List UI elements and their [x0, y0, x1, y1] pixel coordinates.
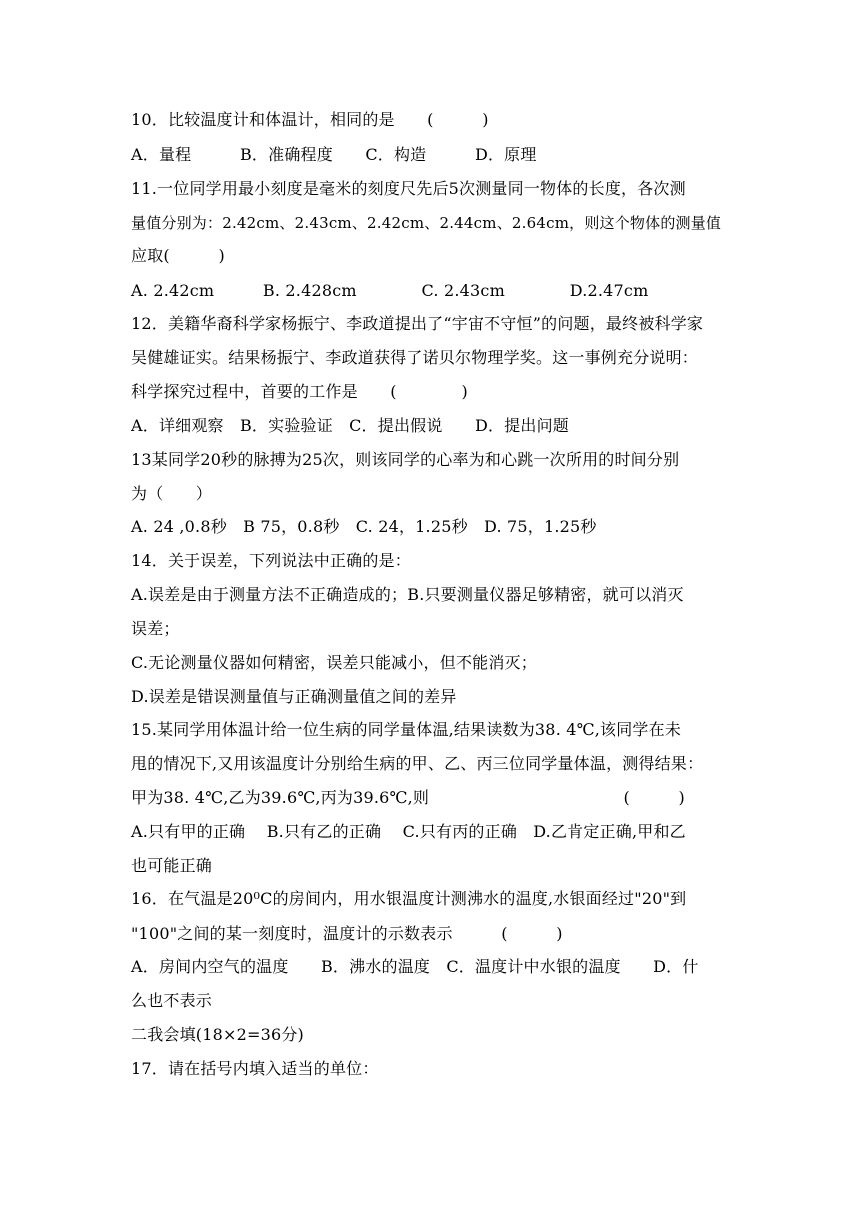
question-14-option-c: C.无论测量仪器如何精密，误差只能减小，但不能消灭；	[131, 653, 537, 672]
question-11-stem-line-1: 11.一位同学用最小刻度是毫米的刻度尺先后5次测量同一物体的长度，各次测	[131, 179, 686, 198]
question-13-stem-line-2: 为（ ）	[131, 484, 213, 503]
question-11-stem-line-3: 应取( )	[131, 246, 225, 265]
question-10-options: A．量程 B．准确程度 C．构造 D．原理	[131, 145, 537, 164]
question-16-options-cont: 么也不表示	[131, 991, 213, 1010]
question-15-stem-line-1: 15.某同学用体温计给一位生病的同学量体温,结果读数为38. 4℃,该同学在未	[131, 720, 682, 739]
question-12-stem-line-2: 吴健雄证实。结果杨振宁、李政道获得了诺贝尔物理学奖。这一事例充分说明：	[131, 348, 699, 367]
question-12-stem-line-1: 12．美籍华裔科学家杨振宁、李政道提出了“宇宙不守恒”的问题，最终被科学家	[131, 314, 704, 333]
question-17-stem: 17．请在括号内填入适当的单位：	[131, 1059, 379, 1078]
question-16-stem-line-2: "100"之间的某一刻度时，温度计的示数表示 ( )	[131, 924, 563, 943]
section-2-heading: 二我会填(18×2=36分)	[131, 1025, 304, 1044]
question-13-options: A. 24 ,0.8秒 B 75，0.8秒 C. 24，1.25秒 D. 75，1.25秒	[131, 517, 597, 536]
question-16-options: A．房间内空气的温度 B．沸水的温度 C．温度计中水银的温度 D．什	[131, 957, 699, 976]
question-12-stem-line-3: 科学探究过程中，首要的工作是 ( )	[131, 382, 468, 401]
question-13-stem-line-1: 13某同学20秒的脉搏为25次，则该同学的心率为和心跳一次所用的时间分别	[131, 450, 680, 469]
question-11-options: A. 2.42cm B. 2.428cm C. 2.43cm D.2.47cm	[131, 281, 649, 300]
question-15-options-cont: 也可能正确	[131, 856, 213, 875]
question-15-stem-line-3: 甲为38. 4℃,乙为39.6℃,丙为39.6℃,则 ( )	[131, 788, 685, 807]
question-10-stem: 10．比较温度计和体温计，相同的是 ( )	[131, 110, 489, 129]
question-11-stem-line-2: 量值分别为：2.42cm、2.43cm、2.42cm、2.44cm、2.64cm，则这个物体的测量值	[131, 214, 722, 232]
question-12-options: A．详细观察 B．实验验证 C．提出假说 D．提出问题	[131, 416, 569, 435]
question-14-option-ab: A.误差是由于测量方法不正确造成的；B.只要测量仪器足够精密，就可以消灭	[131, 585, 684, 604]
question-14-option-b-cont: 误差；	[131, 619, 180, 638]
question-14-stem: 14．关于误差，下列说法中正确的是：	[131, 551, 411, 570]
question-15-stem-line-2: 甩的情况下,又用该温度计分别给生病的甲、乙、丙三位同学量体温，测得结果：	[131, 754, 704, 773]
question-15-options: A.只有甲的正确 B.只有乙的正确 C.只有丙的正确 D.乙肯定正确,甲和乙	[131, 822, 686, 841]
question-16-stem-line-1: 16．在气温是20⁰C的房间内，用水银温度计测沸水的温度,水银面经过"20"到	[131, 889, 687, 908]
question-14-option-d: D.误差是错误测量值与正确测量值之间的差异	[131, 687, 457, 706]
